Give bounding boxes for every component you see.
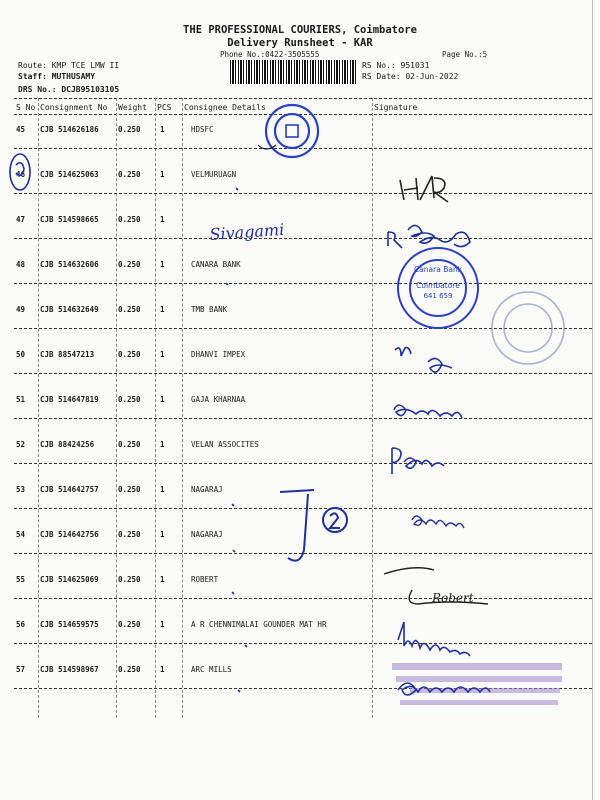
row-separator bbox=[14, 328, 592, 329]
row-weight: 0.250 bbox=[118, 170, 141, 179]
canara-stamp-line3: 641 659 bbox=[423, 292, 453, 300]
row-consignee: A R CHENNIMALAI GOUNDER MAT HR bbox=[191, 620, 327, 629]
row-weight: 0.250 bbox=[118, 350, 141, 359]
row-weight: 0.250 bbox=[118, 215, 141, 224]
row-sno: 48 bbox=[16, 260, 26, 269]
row-pcs: 1 bbox=[160, 395, 165, 404]
row-consignee: CANARA BANK bbox=[191, 260, 241, 269]
row-consignment: CJB 514598665 bbox=[40, 215, 99, 224]
robert-handwriting: Robert bbox=[432, 591, 474, 605]
sivagami-handwriting: Sivagami bbox=[208, 219, 285, 244]
row-consignment: CJB 514626186 bbox=[40, 125, 99, 134]
row-consignment: CJB 514625063 bbox=[40, 170, 99, 179]
row-pcs: 1 bbox=[160, 125, 165, 134]
row-consignee: ARC MILLS bbox=[191, 665, 232, 674]
canara-stamp-line2: Coimbatore bbox=[416, 281, 460, 290]
row-consignment: CJB 514625069 bbox=[40, 575, 99, 584]
row-sno: 57 bbox=[16, 665, 26, 674]
row-consignment: CJB 514632606 bbox=[40, 260, 99, 269]
barcode-image bbox=[230, 60, 358, 84]
row-consignee: HDSFC bbox=[191, 125, 214, 134]
row-sno: 51 bbox=[16, 395, 26, 404]
row-pcs: 1 bbox=[160, 215, 165, 224]
row-weight: 0.250 bbox=[118, 305, 141, 314]
row-sno: 45 bbox=[16, 125, 26, 134]
row-pcs: 1 bbox=[160, 530, 165, 539]
row-sno: 50 bbox=[16, 350, 26, 359]
row-consignment: CJB 88547213 bbox=[40, 350, 95, 359]
row-sno: 56 bbox=[16, 620, 26, 629]
row-sno: 52 bbox=[16, 440, 26, 449]
drs-number: DRS No.: DCJB95103105 bbox=[18, 85, 120, 94]
row-sno: 47 bbox=[16, 215, 26, 224]
row-consignee: TMB BANK bbox=[191, 305, 228, 314]
rs-date: RS Date: 02-Jun-2022 bbox=[362, 72, 459, 81]
col-pcs: PCS bbox=[157, 103, 172, 112]
col-signature: Signature bbox=[374, 103, 418, 112]
phone-number: Phone No.:0422-3505555 bbox=[220, 50, 320, 59]
route-label: Route: KMP TCE LMW II bbox=[18, 61, 120, 70]
col-weight: Weight bbox=[118, 103, 147, 112]
row-sno: 53 bbox=[16, 485, 26, 494]
row-pcs: 1 bbox=[160, 575, 165, 584]
row-separator bbox=[14, 598, 592, 599]
row-consignment: CJB 514642757 bbox=[40, 485, 99, 494]
row-weight: 0.250 bbox=[118, 665, 141, 674]
row-sno: 46 bbox=[16, 170, 26, 179]
row-weight: 0.250 bbox=[118, 620, 141, 629]
row-consignee: GAJA KHARNAA bbox=[191, 395, 246, 404]
row-separator bbox=[14, 688, 592, 689]
row-weight: 0.250 bbox=[118, 440, 141, 449]
row-weight: 0.250 bbox=[118, 395, 141, 404]
row-pcs: 1 bbox=[160, 440, 165, 449]
row-pcs: 1 bbox=[160, 170, 165, 179]
row-separator bbox=[14, 283, 592, 284]
row-weight: 0.250 bbox=[118, 125, 141, 134]
row-separator bbox=[14, 238, 592, 239]
row-pcs: 1 bbox=[160, 260, 165, 269]
row-consignee: VELAN ASSOCITES bbox=[191, 440, 259, 449]
row-consignee: NAGARAJ bbox=[191, 485, 223, 494]
row-separator bbox=[14, 508, 592, 509]
rs-number: RS No.: 951031 bbox=[362, 61, 430, 70]
row-separator bbox=[14, 553, 592, 554]
row-weight: 0.250 bbox=[118, 575, 141, 584]
row-separator bbox=[14, 148, 592, 149]
row-separator bbox=[14, 643, 592, 644]
header-rule-top bbox=[14, 98, 592, 99]
header-rule-bottom bbox=[14, 114, 592, 115]
staff-label: Staff: MUTHUSAMY bbox=[18, 72, 96, 81]
col-sno: S No bbox=[16, 103, 36, 112]
row-consignment: CJB 514632649 bbox=[40, 305, 99, 314]
col-consignment: Consignment No bbox=[40, 103, 108, 112]
row-sno: 54 bbox=[16, 530, 26, 539]
page-number: Page No.:5 bbox=[442, 50, 488, 59]
row-pcs: 1 bbox=[160, 350, 165, 359]
row-separator bbox=[14, 373, 592, 374]
row-consignment: CJB 88424256 bbox=[40, 440, 95, 449]
row-weight: 0.250 bbox=[118, 530, 141, 539]
col-consignee: Consignee Details bbox=[184, 103, 266, 112]
row-separator bbox=[14, 193, 592, 194]
row-consignment: CJB 514598967 bbox=[40, 665, 99, 674]
row-consignee: DHANVI IMPEX bbox=[191, 350, 246, 359]
row-pcs: 1 bbox=[160, 485, 165, 494]
row-weight: 0.250 bbox=[118, 260, 141, 269]
row-consignment: CJB 514642756 bbox=[40, 530, 99, 539]
row-pcs: 1 bbox=[160, 305, 165, 314]
row-pcs: 1 bbox=[160, 620, 165, 629]
row-sno: 55 bbox=[16, 575, 26, 584]
row-weight: 0.250 bbox=[118, 485, 141, 494]
row-separator bbox=[14, 463, 592, 464]
company-title: THE PROFESSIONAL COURIERS, Coimbatore bbox=[183, 24, 417, 36]
row-consignment: CJB 514647819 bbox=[40, 395, 99, 404]
canara-stamp-line1: Canara Bank bbox=[413, 265, 463, 274]
row-consignee: NAGARAJ bbox=[191, 530, 223, 539]
row-pcs: 1 bbox=[160, 665, 165, 674]
row-separator bbox=[14, 418, 592, 419]
row-consignment: CJB 514659575 bbox=[40, 620, 99, 629]
row-consignee: VELMURUAGN bbox=[191, 170, 237, 179]
runsheet-title: Delivery Runsheet - KAR bbox=[227, 37, 373, 49]
row-consignee: ROBERT bbox=[191, 575, 219, 584]
row-sno: 49 bbox=[16, 305, 26, 314]
